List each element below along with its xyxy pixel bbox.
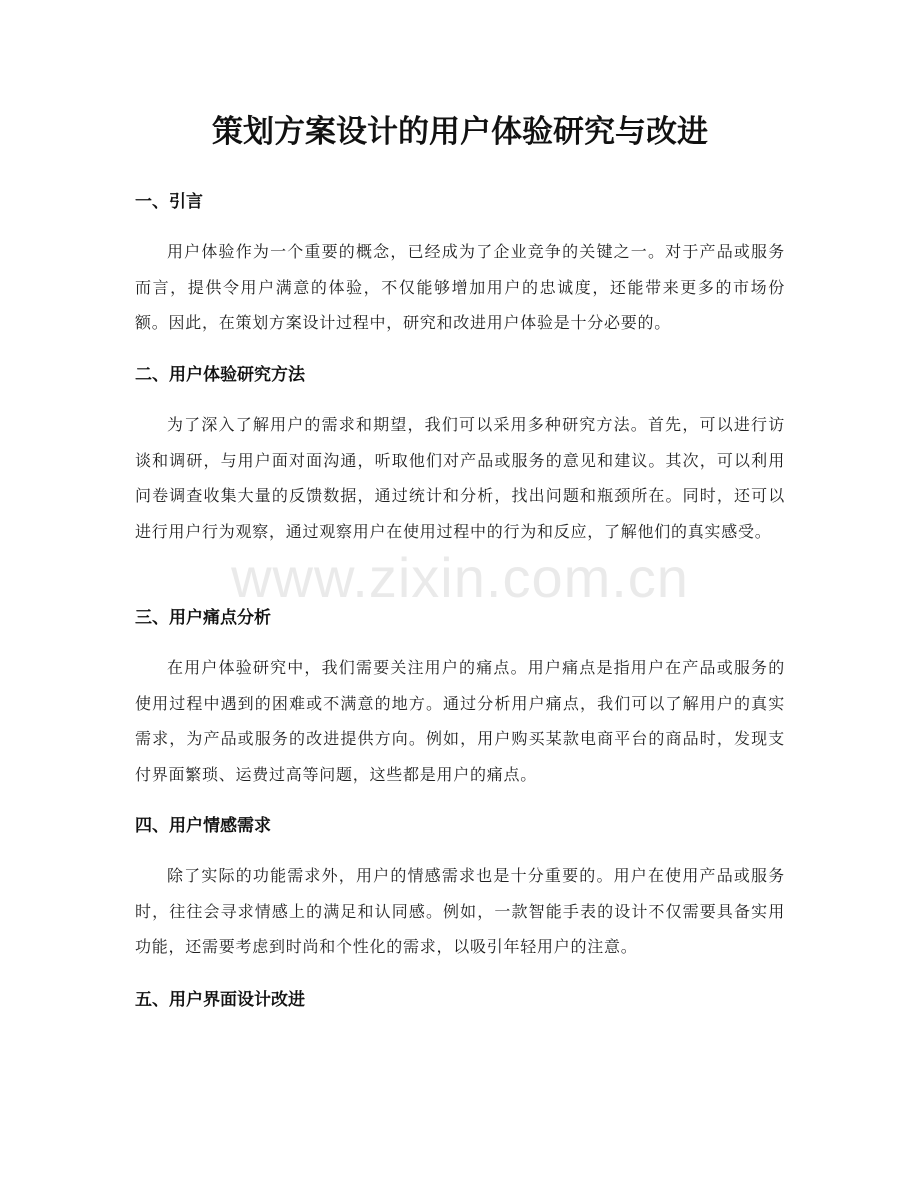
section-paragraph-emotional-needs: 除了实际的功能需求外，用户的情感需求也是十分重要的。用户在使用产品或服务时，往往会寻求情感上的满足和认同感。例如，一款智能手表的设计不仅需要具备实用功能，还需要考虑到时尚和个性化的需求，以吸引年轻用户的注意。	[135, 866, 785, 956]
section-heading-research-methods: 二、用户体验研究方法	[135, 365, 305, 385]
section-paragraph-introduction: 用户体验作为一个重要的概念，已经成为了企业竞争的关键之一。对于产品或服务而言，提供令用户满意的体验，不仅能够增加用户的忠诚度，还能带来更多的市场份额。因此，在策划方案设计过程中，研究和改进用户体验是十分必要的。	[135, 242, 785, 332]
section-paragraph-pain-points: 在用户体验研究中，我们需要关注用户的痛点。用户痛点是指用户在产品或服务的使用过程中遇到的困难或不满意的地方。通过分析用户痛点，我们可以了解用户的真实需求，为产品或服务的改进提供方向。例如，用户购买某款电商平台的商品时，发现支付界面繁琐、运费过高等问题，这些都是用户的痛点。	[135, 658, 785, 784]
section-heading-emotional-needs: 四、用户情感需求	[135, 816, 271, 836]
section-heading-introduction: 一、引言	[135, 192, 203, 212]
page-title: 策划方案设计的用户体验研究与改进	[212, 114, 708, 150]
section-paragraph-research-methods: 为了深入了解用户的需求和期望，我们可以采用多种研究方法。首先，可以进行访谈和调研，与用户面对面沟通，听取他们对产品或服务的意见和建议。其次，可以利用问卷调查收集大量的反馈数据，通过统计和分析，找出问题和瓶颈所在。同时，还可以进行用户行为观察，通过观察用户在使用过程中的行为和反应，了解他们的真实感受。	[135, 415, 785, 541]
section-heading-ui-improvement: 五、用户界面设计改进	[135, 990, 305, 1010]
section-heading-pain-points: 三、用户痛点分析	[135, 608, 271, 628]
watermark-text: www.zixin.com.cn	[231, 546, 689, 609]
